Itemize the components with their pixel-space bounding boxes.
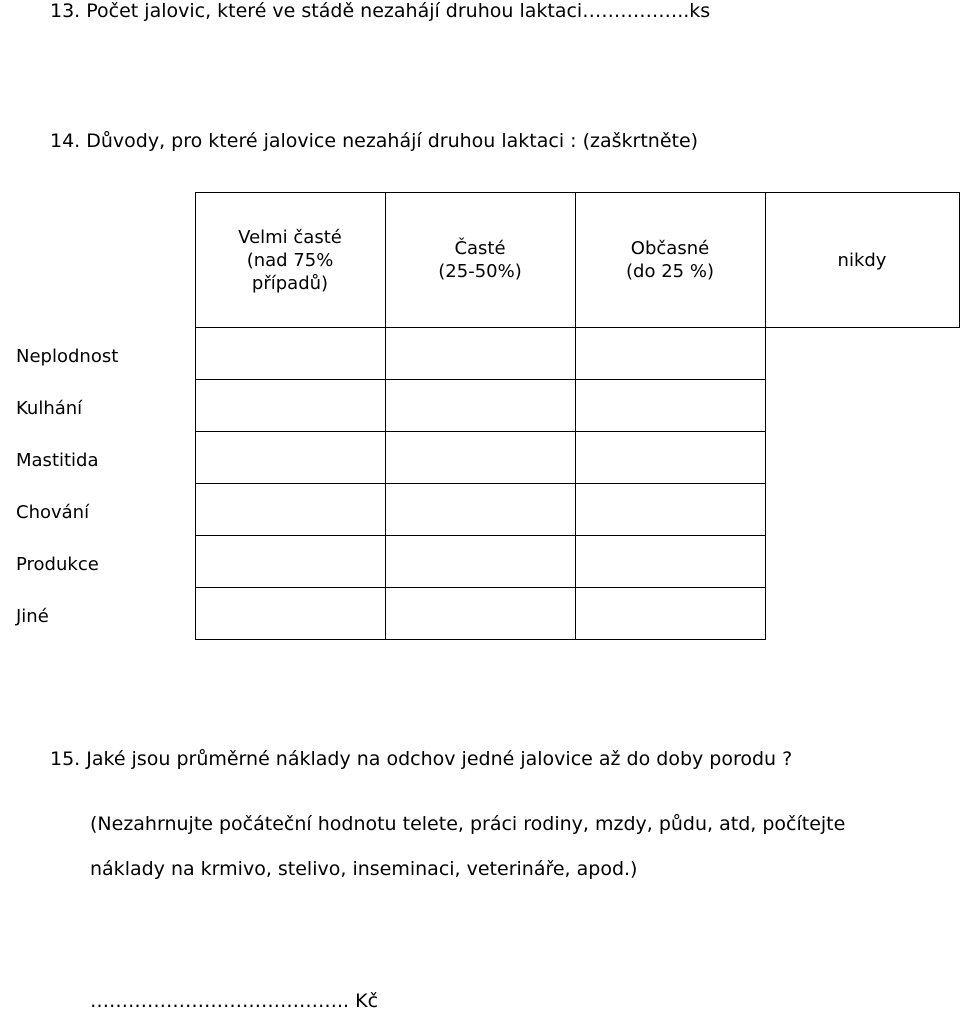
- question-15: 15. Jaké jsou průměrné náklady na odchov jedné jalovice až do doby porodu ?: [50, 748, 793, 770]
- checkbox-cell[interactable]: [575, 484, 765, 536]
- row-label: Mastitida: [16, 450, 99, 471]
- question-14: 14. Důvody, pro které jalovice nezahájí druhou laktaci : (zaškrtněte): [50, 130, 699, 152]
- checkbox-cell[interactable]: [385, 432, 575, 484]
- column-header-very-often: Velmi časté (nad 75% případů): [195, 193, 385, 328]
- question-15-note-line-2: náklady na krmivo, stelivo, inseminaci, veterináře, apod.): [90, 858, 638, 880]
- reasons-table: [10, 192, 960, 640]
- checkbox-cell[interactable]: [575, 380, 765, 432]
- row-label: Chování: [16, 502, 90, 523]
- checkbox-cell[interactable]: [385, 536, 575, 588]
- cost-answer-field[interactable]: ………………………………….. Kč: [90, 990, 379, 1012]
- checkbox-cell[interactable]: [195, 536, 385, 588]
- row-label: Kulhání: [16, 398, 83, 419]
- table-header-row: [10, 193, 959, 328]
- checkbox-cell[interactable]: [195, 484, 385, 536]
- checkbox-cell[interactable]: [195, 328, 385, 380]
- checkbox-cell[interactable]: [385, 484, 575, 536]
- column-header-often: Časté (25-50%): [385, 193, 575, 328]
- checkbox-cell[interactable]: [195, 432, 385, 484]
- table-row: [10, 484, 959, 536]
- row-label: Produkce: [16, 554, 99, 575]
- checkbox-cell[interactable]: [195, 588, 385, 640]
- checkbox-cell[interactable]: [385, 588, 575, 640]
- table-row: [10, 536, 959, 588]
- table-row: [10, 432, 959, 484]
- checkbox-cell[interactable]: [385, 380, 575, 432]
- checkbox-cell[interactable]: [575, 588, 765, 640]
- checkbox-cell[interactable]: [575, 328, 765, 380]
- checkbox-cell[interactable]: [575, 432, 765, 484]
- question-15-note-line-1: (Nezahrnujte počáteční hodnotu telete, práci rodiny, mzdy, půdu, atd, počítejte: [90, 813, 846, 835]
- checkbox-cell[interactable]: [195, 380, 385, 432]
- row-label: Neplodnost: [16, 346, 119, 367]
- checkbox-cell[interactable]: [575, 536, 765, 588]
- question-13: 13. Počet jalovic, které ve stádě nezahájí druhou laktaci……………..ks: [50, 0, 711, 22]
- table-row: [10, 380, 959, 432]
- column-header-never: nikdy: [765, 193, 959, 328]
- column-header-occasional: Občasné (do 25 %): [575, 193, 765, 328]
- table-row: [10, 328, 959, 380]
- row-label: Jiné: [16, 606, 49, 627]
- table-row: [10, 588, 959, 640]
- checkbox-cell[interactable]: [385, 328, 575, 380]
